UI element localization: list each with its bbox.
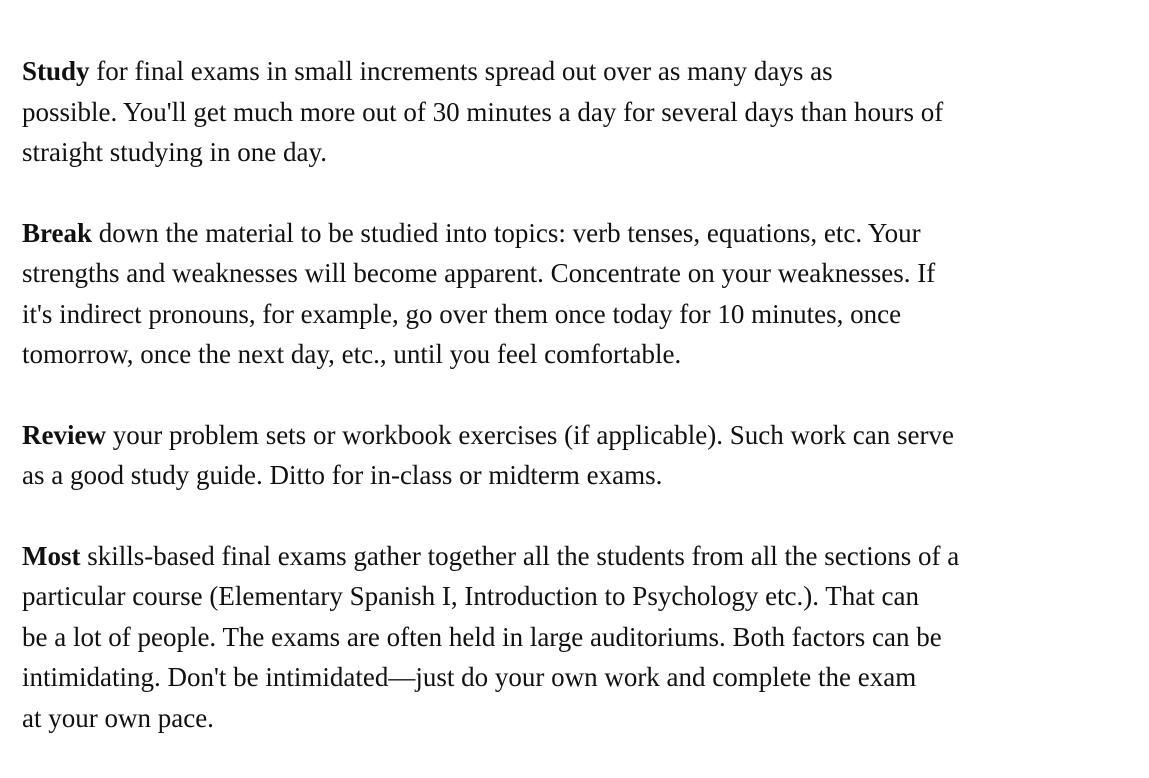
paragraph-break — [22, 213, 1142, 375]
paragraph-lead-word: Break — [22, 217, 93, 248]
paragraph-text: skills-based final exams gather together all the students from all the sections of a particular course (Elementary Spanish I, Introduction to Psychology etc.). That can be a lot of people. The exams are often held in large auditoriums. Both factors can be intimidating. Don't be intimidated—just do your own work and complete the exam at your own pace. — [22, 540, 960, 733]
paragraph-lead-word: Most — [22, 540, 81, 571]
paragraph-text: down the material to be studied into topics: verb tenses, equations, etc. Your strengths and weaknesses will become apparent. Concentrate on your weaknesses. If it's indirect pronouns, for example, go over them once today for 10 minutes, once tomorrow, once the next day, etc., until you feel comfortable. — [22, 217, 936, 369]
paragraph-lead-word: Review — [22, 419, 106, 450]
paragraph-most — [22, 536, 1142, 739]
document-body — [22, 51, 1142, 778]
paragraph-text: for final exams in small increments spread out over as many days as possible. You'll get much more out of 30 minutes a day for several days than hours of straight studying in one day. — [22, 56, 944, 167]
paragraph-text: your problem sets or workbook exercises (if applicable). Such work can serve as a good study guide. Ditto for in-class or midterm exams. — [22, 419, 954, 490]
paragraph-review — [22, 415, 1142, 496]
paragraph-lead-word: Study — [22, 56, 90, 86]
paragraph-study — [22, 51, 1142, 173]
